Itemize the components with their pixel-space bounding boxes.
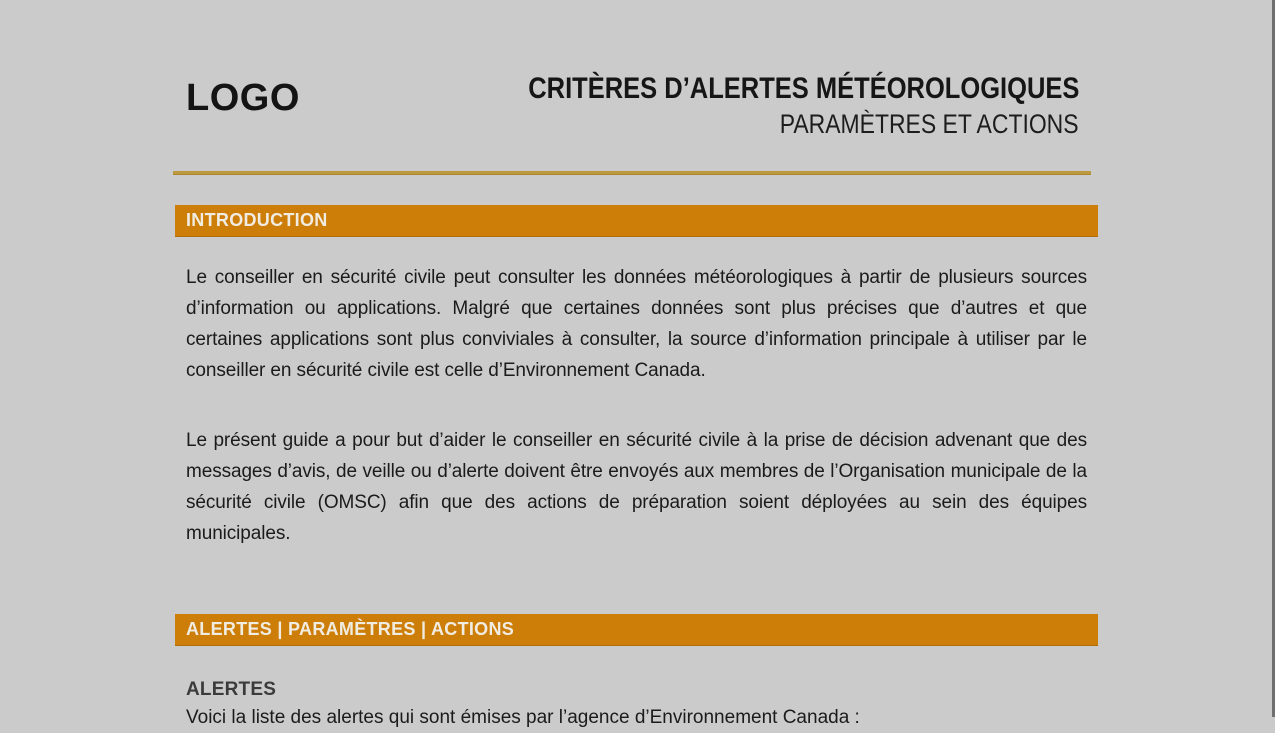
document-title-block — [431, 70, 1079, 140]
document-subtitle — [431, 108, 1079, 140]
alertes-list-intro-line: Voici la liste des alertes qui sont émises par l’agence d’Environnement Canada : — [186, 707, 860, 728]
alertes-subheading: ALERTES — [186, 679, 277, 700]
section-banner-introduction-label: INTRODUCTION — [186, 210, 328, 230]
introduction-paragraph-1: Le conseiller en sécurité civile peut consulter les données météorologiques à partir de plusieurs sources d’information ou applications. Malgré que certaines données sont plus précises que d’autres et que certaines applications sont plus conviviales à consulter, la source d’information principale à utiliser par le conseiller en sécurité civile est celle d’Environnement Canada. — [186, 267, 1087, 381]
header-divider-rule — [173, 171, 1091, 175]
section-banner-alertes-label: ALERTES | PARAMÈTRES | ACTIONS — [186, 619, 515, 639]
document-title — [431, 70, 1079, 108]
section-banner-introduction — [175, 205, 1098, 237]
document-title-text: CRITÈRES D’ALERTES MÉTÉOROLOGIQUES — [527, 72, 1079, 105]
section-banner-alertes-parametres-actions — [175, 614, 1098, 646]
document-subtitle-text: PARAMÈTRES ET ACTIONS — [780, 109, 1079, 139]
logo-text: LOGO — [186, 77, 300, 119]
introduction-paragraph-2: Le présent guide a pour but d’aider le conseiller en sécurité civile à la prise de décision advenant que des messages d’avis, de veille ou d’alerte doivent être envoyés aux membres de l’Organisation municipale de la sécurité civile (OMSC) afin que des actions de préparation soient déployées au sein des équipes municipales. — [186, 430, 1087, 544]
